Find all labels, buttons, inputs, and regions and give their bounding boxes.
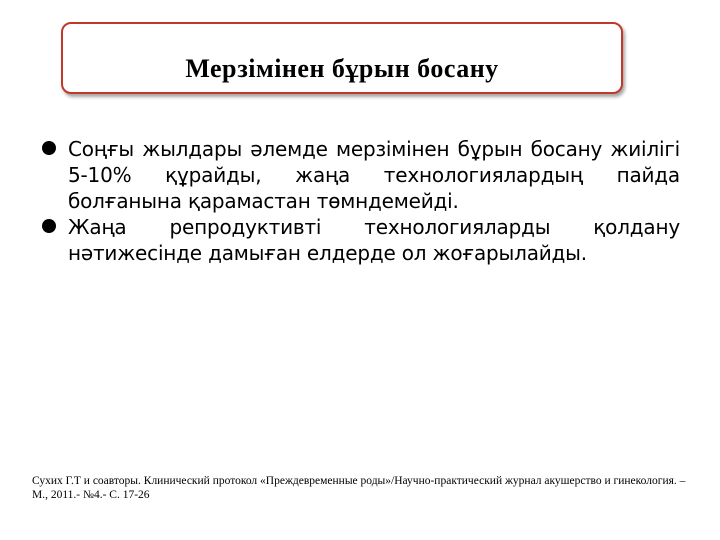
bullet-list <box>40 136 680 266</box>
reference-footnote: Сухих Г.Т и соавторы. Клинический протокол «Преждевременные роды»/Научно-практический журнал акушерство и гинекология. –М., 2011.- №4.- С. 17-26 <box>32 475 686 501</box>
bullet-item <box>40 136 680 214</box>
bullet-text: Жаңа репродуктивті технологияларды қолдану нәтижесінде дамыған елдерде ол жоғарылайды. <box>68 215 680 265</box>
slide-title: Мерзімінен бұрын босану <box>185 54 499 83</box>
bullet-dot-icon <box>42 219 56 233</box>
title-box <box>61 22 623 94</box>
bullet-dot-icon <box>42 141 56 155</box>
bullet-text: Соңғы жылдары әлемде мерзімінен бұрын босану жиілігі 5-10% құрайды, жаңа технологиялардың пайда болғанына қарамастан төмндемейді. <box>68 137 680 213</box>
bullet-item <box>40 214 680 266</box>
